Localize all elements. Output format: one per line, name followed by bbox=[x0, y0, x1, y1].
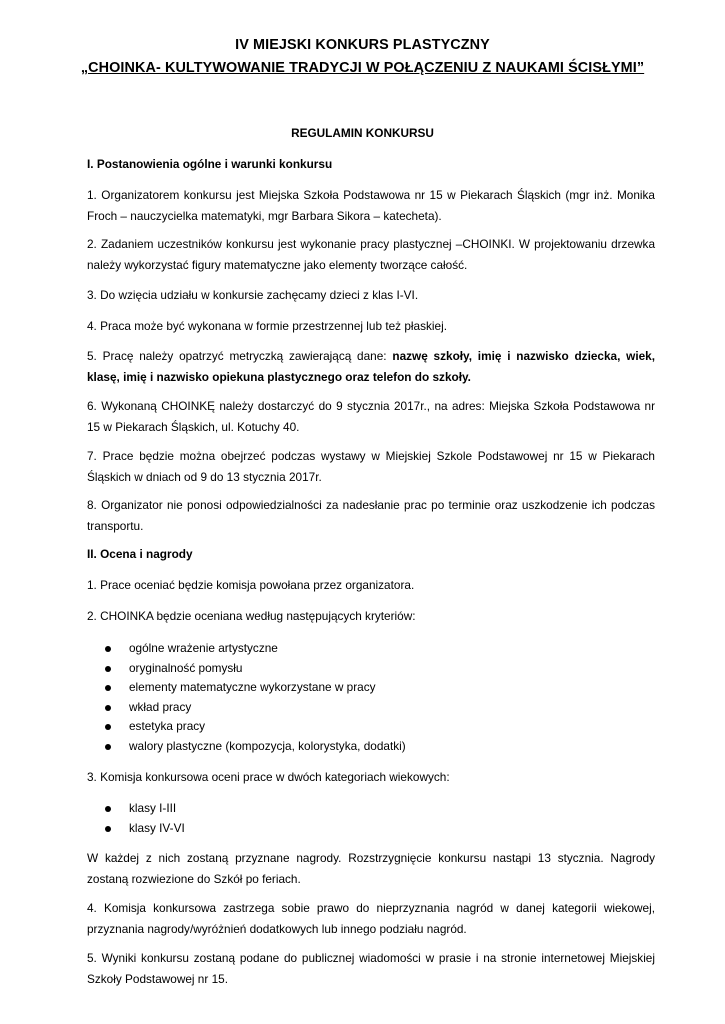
paragraph-1-1: 1. Organizatorem konkursu jest Miejska Szkoła Podstawowa nr 15 w Piekarach Śląskich (mgr inż. Monika Froch – nauczycielka matematyki, mgr Barbara Sikora – katecheta). bbox=[87, 188, 655, 223]
paragraph-2-2: 2. CHOINKA będzie oceniana według następujących kryteriów: bbox=[87, 609, 416, 623]
document-title: IV MIEJSKI KONKURS PLASTYCZNY bbox=[235, 37, 490, 53]
paragraph-1-5-text: 5. Pracę należy opatrzyć metryczką zawierającą dane: bbox=[87, 349, 393, 363]
paragraph-1-4: 4. Praca może być wykonana w formie przestrzennej lub też płaskiej. bbox=[87, 319, 447, 333]
bullet-icon bbox=[105, 646, 111, 652]
bullet-icon bbox=[105, 826, 111, 832]
paragraph-2-3b: W każdej z nich zostaną przyznane nagrody. Rozstrzygnięcie konkursu nastąpi 13 stycznia. Nagrody zostaną rozwiezione do Szkół po feriach. bbox=[87, 851, 655, 886]
list-item: klasy IV-VI bbox=[105, 819, 185, 839]
bullet-icon bbox=[105, 666, 111, 672]
paragraph-2-3: 3. Komisja konkursowa oceni prace w dwóch kategoriach wiekowych: bbox=[87, 770, 450, 784]
categories-list bbox=[105, 799, 185, 838]
list-item: elementy matematyczne wykorzystane w pracy bbox=[105, 678, 406, 698]
list-item: ogólne wrażenie artystyczne bbox=[105, 639, 406, 659]
section-1-title: I. Postanowienia ogólne i warunki konkursu bbox=[87, 157, 333, 171]
bullet-icon bbox=[105, 724, 111, 730]
paragraph-2-4: 4. Komisja konkursowa zastrzega sobie prawo do nieprzyznania nagród w danej kategorii wiekowej, przyznania nagrody/wyróżnień dodatkowych lub innego podziału nagród. bbox=[87, 901, 655, 936]
paragraph-1-7: 7. Prace będzie można obejrzeć podczas wystawy w Miejskiej Szkole Podstawowej nr 15 w Piekarach Śląskich w dniach od 9 do 13 stycznia 2017r. bbox=[87, 449, 655, 484]
paragraph-2-1: 1. Prace oceniać będzie komisja powołana przez organizatora. bbox=[87, 578, 415, 592]
paragraph-1-3: 3. Do wzięcia udziału w konkursie zachęcamy dzieci z klas I-VI. bbox=[87, 288, 419, 302]
criteria-list bbox=[105, 639, 406, 757]
paragraph-1-8: 8. Organizator nie ponosi odpowiedzialności za nadesłanie prac po terminie oraz uszkodzenie ich podczas transportu. bbox=[87, 498, 655, 533]
rules-heading: REGULAMIN KONKURSU bbox=[291, 126, 434, 140]
bullet-icon bbox=[105, 705, 111, 711]
paragraph-1-2: 2. Zadaniem uczestników konkursu jest wykonanie pracy plastycznej –CHOINKI. W projektowaniu drzewka należy wykorzystać figury matematyczne jako elementy tworzące całość. bbox=[87, 237, 655, 272]
list-item: estetyka pracy bbox=[105, 717, 406, 737]
bullet-icon bbox=[105, 806, 111, 812]
list-item: oryginalność pomysłu bbox=[105, 659, 406, 679]
section-2-title: II. Ocena i nagrody bbox=[87, 547, 193, 561]
bullet-icon bbox=[105, 744, 111, 750]
list-item: walory plastyczne (kompozycja, kolorystyka, dodatki) bbox=[105, 737, 406, 757]
document-subtitle: „CHOINKA- KULTYWOWANIE TRADYCJI W POŁĄCZENIU Z NAUKAMI ŚCISŁYMI” bbox=[80, 60, 645, 76]
paragraph-1-6: 6. Wykonaną CHOINKĘ należy dostarczyć do 9 stycznia 2017r., na adres: Miejska Szkoła Podstawowa nr 15 w Piekarach Śląskich, ul. Kotuchy 40. bbox=[87, 399, 655, 434]
bullet-icon bbox=[105, 685, 111, 691]
paragraph-1-5 bbox=[87, 346, 655, 388]
list-item: wkład pracy bbox=[105, 698, 406, 718]
paragraph-2-5: 5. Wyniki konkursu zostaną podane do publicznej wiadomości w prasie i na stronie internetowej Miejskiej Szkoły Podstawowej nr 15. bbox=[87, 951, 655, 986]
paragraph-1-5-bold: nazwę szkoły, imię i nazwisko dziecka, wiek, klasę, imię i nazwisko opiekuna plastycznego oraz telefon do szkoły. bbox=[87, 349, 656, 384]
list-item: klasy I-III bbox=[105, 799, 185, 819]
